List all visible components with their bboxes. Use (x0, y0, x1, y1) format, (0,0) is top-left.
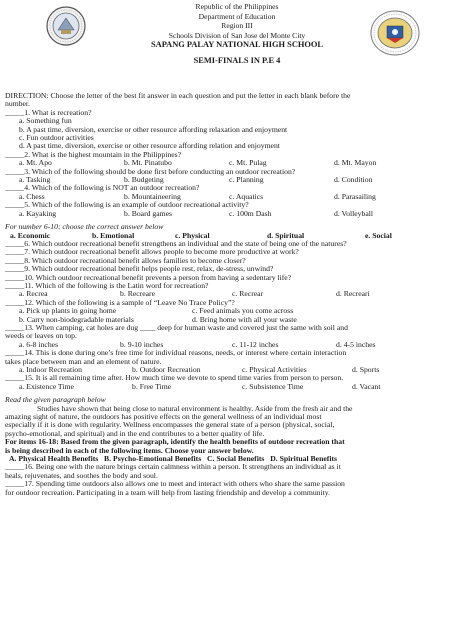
section-instruction: is being described in each of the following items. Choose your answer below. (5, 446, 254, 455)
choice: a. Recrea (19, 289, 48, 299)
choice: c. 100m Dash (229, 208, 272, 218)
choice: a. Kayaking (19, 208, 57, 218)
choice: d. Mt. Mayon (334, 158, 377, 168)
choice: a. Something fun (19, 116, 72, 126)
choice: c. Recrear (232, 289, 264, 299)
header-line-department: Department of Education (198, 11, 276, 21)
header-line-country: Republic of the Philippines (195, 2, 279, 11)
question-stem: _____14. This is done during one’s free time for individual reasons, needs, or interest where certain interaction (5, 349, 347, 358)
choice: b. Free Time (132, 381, 172, 391)
question-stem: _____2. What is the highest mountain in the Philippines? (5, 150, 182, 159)
choice: d. Vacant (352, 381, 381, 391)
option: B. Psycho-Emotional Benefits (104, 454, 202, 464)
question-stem: _____10. Which outdoor recreational benefit prevents a person from having a sedentary life? (5, 273, 292, 282)
question-stem: _____9. Which outdoor recreational benefit helps people rest, relax, de-stress, unwind? (5, 265, 274, 274)
choice-row (5, 383, 469, 391)
benefit-options (5, 455, 469, 463)
choice: a. Pick up plants in going home (19, 306, 117, 316)
question-stem: _____1. What is recreation? (5, 108, 92, 117)
choice: b. Mountaineering (124, 191, 181, 201)
choice-row (5, 193, 469, 201)
school-name: SAPANG PALAY NATIONAL HIGH SCHOOL (150, 40, 324, 50)
choice: d. A past time, diversion, exercise or other resource affording relation and enjoyment (19, 141, 280, 151)
option: b. Emotional (92, 230, 135, 240)
choice: a. Indoor Recreation (19, 365, 82, 374)
choice: a. Tasking (19, 175, 51, 185)
option: c. Physical (175, 230, 210, 240)
reading-paragraph-line: Studies have shown that being close to natural environment is healthy. Aside from the fresh air and the (37, 404, 353, 413)
reading-paragraph-line: psycho-emotional, and spiritual) and in the end contributes to a better quality of life. (5, 429, 265, 438)
choice: c. Feed animals you come across (192, 306, 294, 316)
question-stem: _____12. Which of the following is a sample of “Leave No Trace Policy”? (5, 298, 235, 307)
section-instruction: For number 6-10; choose the correct answer below (5, 223, 164, 232)
choice-row (5, 176, 469, 184)
option: C. Social Benefits (206, 454, 265, 464)
choice: c. Aquatics (229, 191, 264, 201)
choice: c. Fun outdoor activities (19, 133, 94, 143)
choice: a. Mt. Apo (19, 158, 52, 168)
choice-row (5, 290, 469, 298)
section-instruction: For items 16-18: Based from the given paragraph, identify the health benefits of outdoor recreation that (5, 438, 345, 447)
question-stem: heals, rejuvenates, and soothes the body and soul. (5, 471, 158, 480)
document-header (0, 2, 474, 66)
choice: b. Mt. Pinatubo (124, 158, 172, 168)
question-stem: _____5. Which of the following is an example of outdoor recreational activity? (5, 201, 249, 210)
option: e. Social (365, 230, 392, 240)
option: a. Economic (10, 230, 51, 240)
choice: c. Mt. Pulag (229, 158, 267, 168)
question-stem: _____4. Which of the following is NOT an outdoor recreation? (5, 184, 200, 193)
choice-row (5, 210, 469, 218)
exam-title: SEMI-FINALS IN P.E 4 (193, 55, 281, 65)
choice: a. Existence Time (19, 381, 74, 391)
choice: d. Sports (352, 365, 380, 374)
question-stem: _____8. Which outdoor recreational benefit allows families to become closer? (5, 256, 246, 265)
choice: b. Carry non-biodegradable materials (19, 314, 134, 324)
choice: c. 11-12 inches (232, 339, 279, 349)
choice-row (5, 159, 469, 167)
reading-heading: Read the given paragraph below (5, 396, 106, 405)
choice: b. Budgeting (124, 175, 164, 185)
question-stem: _____15. It is all remaining time after. How much time we devote to spend time varies from person to person. (5, 374, 344, 383)
header-line-region: Region III (221, 21, 253, 31)
question-stem: for outdoor recreation. Participating in a team will help from lasting friendship and develop a community. (5, 488, 331, 497)
choice: a. 6-8 inches (19, 339, 59, 349)
choice-row (5, 341, 469, 349)
question-stem: _____7. Which outdoor recreational benefit allows people to become more productive at work? (5, 248, 299, 257)
benefit-options (5, 232, 469, 240)
reading-paragraph-line: especially if it is done with regularity. Wellness encompasses the general state of a person (physical, social, (5, 421, 335, 430)
question-stem: _____17. Spending time outdoors also allows one to meet and interact with others who share the same passion (5, 480, 345, 489)
choice: b. Board games (124, 208, 173, 218)
choice: c. Subsistence Time (242, 381, 304, 391)
choice-row (5, 366, 469, 374)
option: A. Physical Health Benefits (9, 454, 99, 464)
question-stem: weeds or leaves on top. (5, 332, 77, 341)
question-stem: _____13. When camping, cat holes are dug ____ deep for human waste and covered just the same with soil and (5, 323, 348, 332)
choice: d. Parasailing (334, 191, 376, 201)
question-stem: _____3. Which of the following should be done first before conducting an outdoor recreation? (5, 167, 296, 176)
choice-row (5, 316, 469, 324)
choice: d. Bring home with all your waste (192, 314, 297, 324)
choice: d. Recreari (336, 289, 370, 299)
choice: b. 9-10 inches (120, 339, 164, 349)
choice: c. Planning (229, 175, 264, 185)
question-stem: _____6. Which outdoor recreational benefit strengthens an individual and the state of being one of the natures? (5, 239, 347, 248)
choice: d. Volleyball (334, 208, 374, 218)
question-stem: takes place between man and an element of nature. (5, 357, 162, 366)
exam-body (5, 92, 469, 497)
option: d. Spiritual (267, 230, 305, 240)
choice: d. 4-5 inches (336, 339, 376, 349)
question-stem: _____11. Which of the following is the Latin word for recreation? (5, 281, 209, 290)
header-line-division: Schools Division of San Jose del Monte City (168, 30, 306, 40)
choice: b. A past time, diversion, exercise or other resource affording relaxation and enjoyment (19, 124, 288, 134)
question-stem: _____16. Being one with the nature brings certain calmness within a person. It strengthens an individual as it (5, 463, 341, 472)
choice: c. Physical Activities (242, 365, 307, 374)
choice: b. Recreare (120, 289, 155, 299)
direction-line: DIRECTION: Choose the letter of the best fit answer in each question and put the letter in each blank before the (5, 92, 351, 100)
option: D. Spiritual Benefits (270, 454, 338, 464)
reading-paragraph-line: amazing sight of nature, the outdoors has positive effects on the general wellness of an individual most (5, 413, 322, 422)
direction-line: number. (5, 100, 30, 109)
choice: a. Chess (19, 191, 45, 201)
choice: b. Outdoor Recreation (132, 365, 201, 374)
choice: d. Condition (334, 175, 373, 185)
